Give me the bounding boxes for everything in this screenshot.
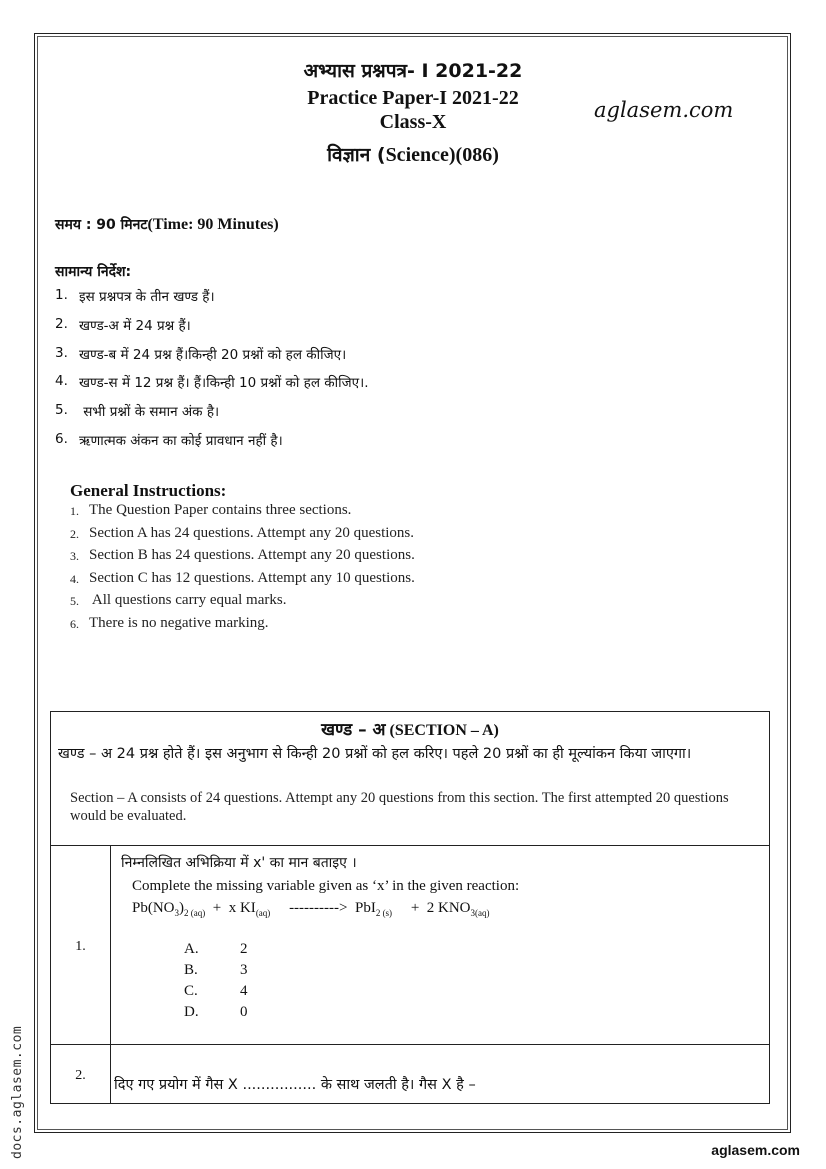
question-text-english: Complete the missing variable given as ‘x’ in the given reaction: [132, 878, 520, 894]
option-value: 2 [240, 941, 248, 957]
product-1: ----------> PbI [270, 900, 376, 916]
list-item [55, 345, 369, 374]
hindi-instructions-list [55, 287, 369, 460]
item-number: 1. [70, 504, 79, 518]
item-text: ऋणात्मक अंकन का कोई प्रावधान नहीं है। [79, 432, 283, 449]
item-text: The Question Paper contains three sections. [89, 502, 352, 518]
item-text: खण्ड-स में 12 प्रश्न हैं। हैं।किन्ही 10 प्रश्नों को हल कीजिए।. [79, 375, 369, 392]
item-text: इस प्रश्नपत्र के तीन खण्ड हैं। [79, 289, 215, 305]
english-instructions-list [70, 502, 415, 637]
section-a-table [50, 711, 770, 1104]
hindi-instructions-title: सामान्य निर्देश: [55, 264, 132, 280]
list-item [70, 525, 415, 548]
item-text: सभी प्रश्नों के समान अंक है। [79, 404, 220, 421]
class-label: Class-X [379, 111, 447, 133]
list-item [55, 402, 369, 431]
question-text-hindi: निम्नलिखित अभिक्रिया में x' का मान बताइए । [121, 855, 357, 871]
chemical-equation [132, 900, 490, 918]
list-item [70, 592, 415, 615]
section-description-english: Section – A consists of 24 questions. Attempt any 20 questions from this section. The first attempted 20 questions would be evaluated. [70, 790, 729, 824]
item-number: 3. [55, 344, 68, 361]
reactant-2: + x KI [205, 900, 256, 916]
list-item [70, 502, 415, 525]
subscript: (aq) [255, 908, 271, 918]
answer-options [184, 941, 248, 1025]
subscript: 2 (aq) [184, 908, 206, 918]
item-number: 2. [55, 315, 68, 332]
row-divider [51, 1044, 769, 1045]
item-text: Section C has 12 questions. Attempt any 10 questions. [89, 569, 415, 586]
english-instructions-title: General Instructions: [70, 481, 227, 500]
option-label: D. [184, 1004, 199, 1020]
side-watermark: docs.aglasem.com [10, 1025, 25, 1159]
time-allowed [55, 215, 279, 234]
time-english: (Time: 90 Minutes) [147, 216, 279, 233]
option-label: A. [184, 941, 199, 957]
question-number: 1. [75, 939, 86, 954]
list-item [55, 287, 369, 316]
item-number: 5. [55, 402, 68, 419]
list-item [55, 431, 369, 460]
option-value: 4 [240, 983, 248, 999]
list-item [55, 316, 369, 345]
option [184, 962, 248, 983]
section-a-heading [51, 717, 769, 740]
brand-logo: aglasem.com [594, 98, 734, 122]
time-hindi: समय : 90 मिनट [55, 217, 148, 233]
row-divider [51, 845, 769, 846]
question-number: 2. [75, 1068, 86, 1083]
section-heading-hindi: खण्ड – अ [321, 720, 386, 740]
paper-title-hindi: अभ्यास प्रश्नपत्र- I 2021-22 [303, 60, 523, 82]
option-label: B. [184, 962, 198, 978]
paper-title-english: Practice Paper-I 2021-22 [307, 87, 519, 109]
option-value: 3 [240, 962, 248, 978]
item-number: 4. [70, 571, 79, 586]
item-text: Section B has 24 questions. Attempt any 20 questions. [89, 547, 415, 563]
reactant-1: Pb(NO [132, 900, 175, 916]
column-divider [110, 845, 111, 1103]
item-number: 4. [55, 373, 68, 390]
option [184, 941, 248, 962]
item-text: All questions carry equal marks. [89, 592, 287, 608]
subscript: 3 [174, 908, 180, 918]
item-text: There is no negative marking. [89, 614, 269, 631]
item-number: 3. [70, 549, 79, 563]
subscript: 3(aq) [470, 908, 490, 918]
product-2: + 2 KNO [392, 900, 471, 916]
item-number: 6. [55, 430, 68, 447]
option-value: 0 [240, 1004, 248, 1020]
subject-english: Science)(086) [385, 144, 499, 166]
subscript: 2 (s) [375, 908, 393, 918]
option-label: C. [184, 983, 198, 999]
item-text: खण्ड-अ में 24 प्रश्न हैं। [79, 317, 191, 334]
item-number: 5. [70, 594, 79, 608]
option [184, 1004, 248, 1025]
list-item [70, 547, 415, 570]
item-number: 6. [70, 616, 79, 631]
item-text: Section A has 24 questions. Attempt any 20 questions. [89, 524, 414, 541]
footer-brand: aglasem.com [711, 1142, 800, 1158]
list-item [55, 373, 369, 402]
option [184, 983, 248, 1004]
reactant-1-close: ) [179, 900, 185, 916]
list-item [70, 615, 415, 638]
section-heading-english: (SECTION – A) [385, 722, 499, 739]
subject-title [0, 141, 826, 167]
list-item [70, 570, 415, 593]
item-number: 2. [70, 526, 79, 541]
item-text: खण्ड-ब में 24 प्रश्न हैं।किन्ही 20 प्रश्नों को हल कीजिए। [79, 346, 347, 363]
question-text-hindi: दिए गए प्रयोग में गैस X ................ के साथ जलती है। गैस X है – [114, 1077, 476, 1093]
section-description-hindi: खण्ड – अ 24 प्रश्न होते हैं। इस अनुभाग से किन्ही 20 प्रश्नों को हल करिए। पहले 20 प्रश्नों का ही मूल्यांकन किया जाएगा। [58, 746, 692, 762]
item-number: 1. [55, 287, 68, 303]
subject-hindi: विज्ञान ( [327, 144, 386, 166]
